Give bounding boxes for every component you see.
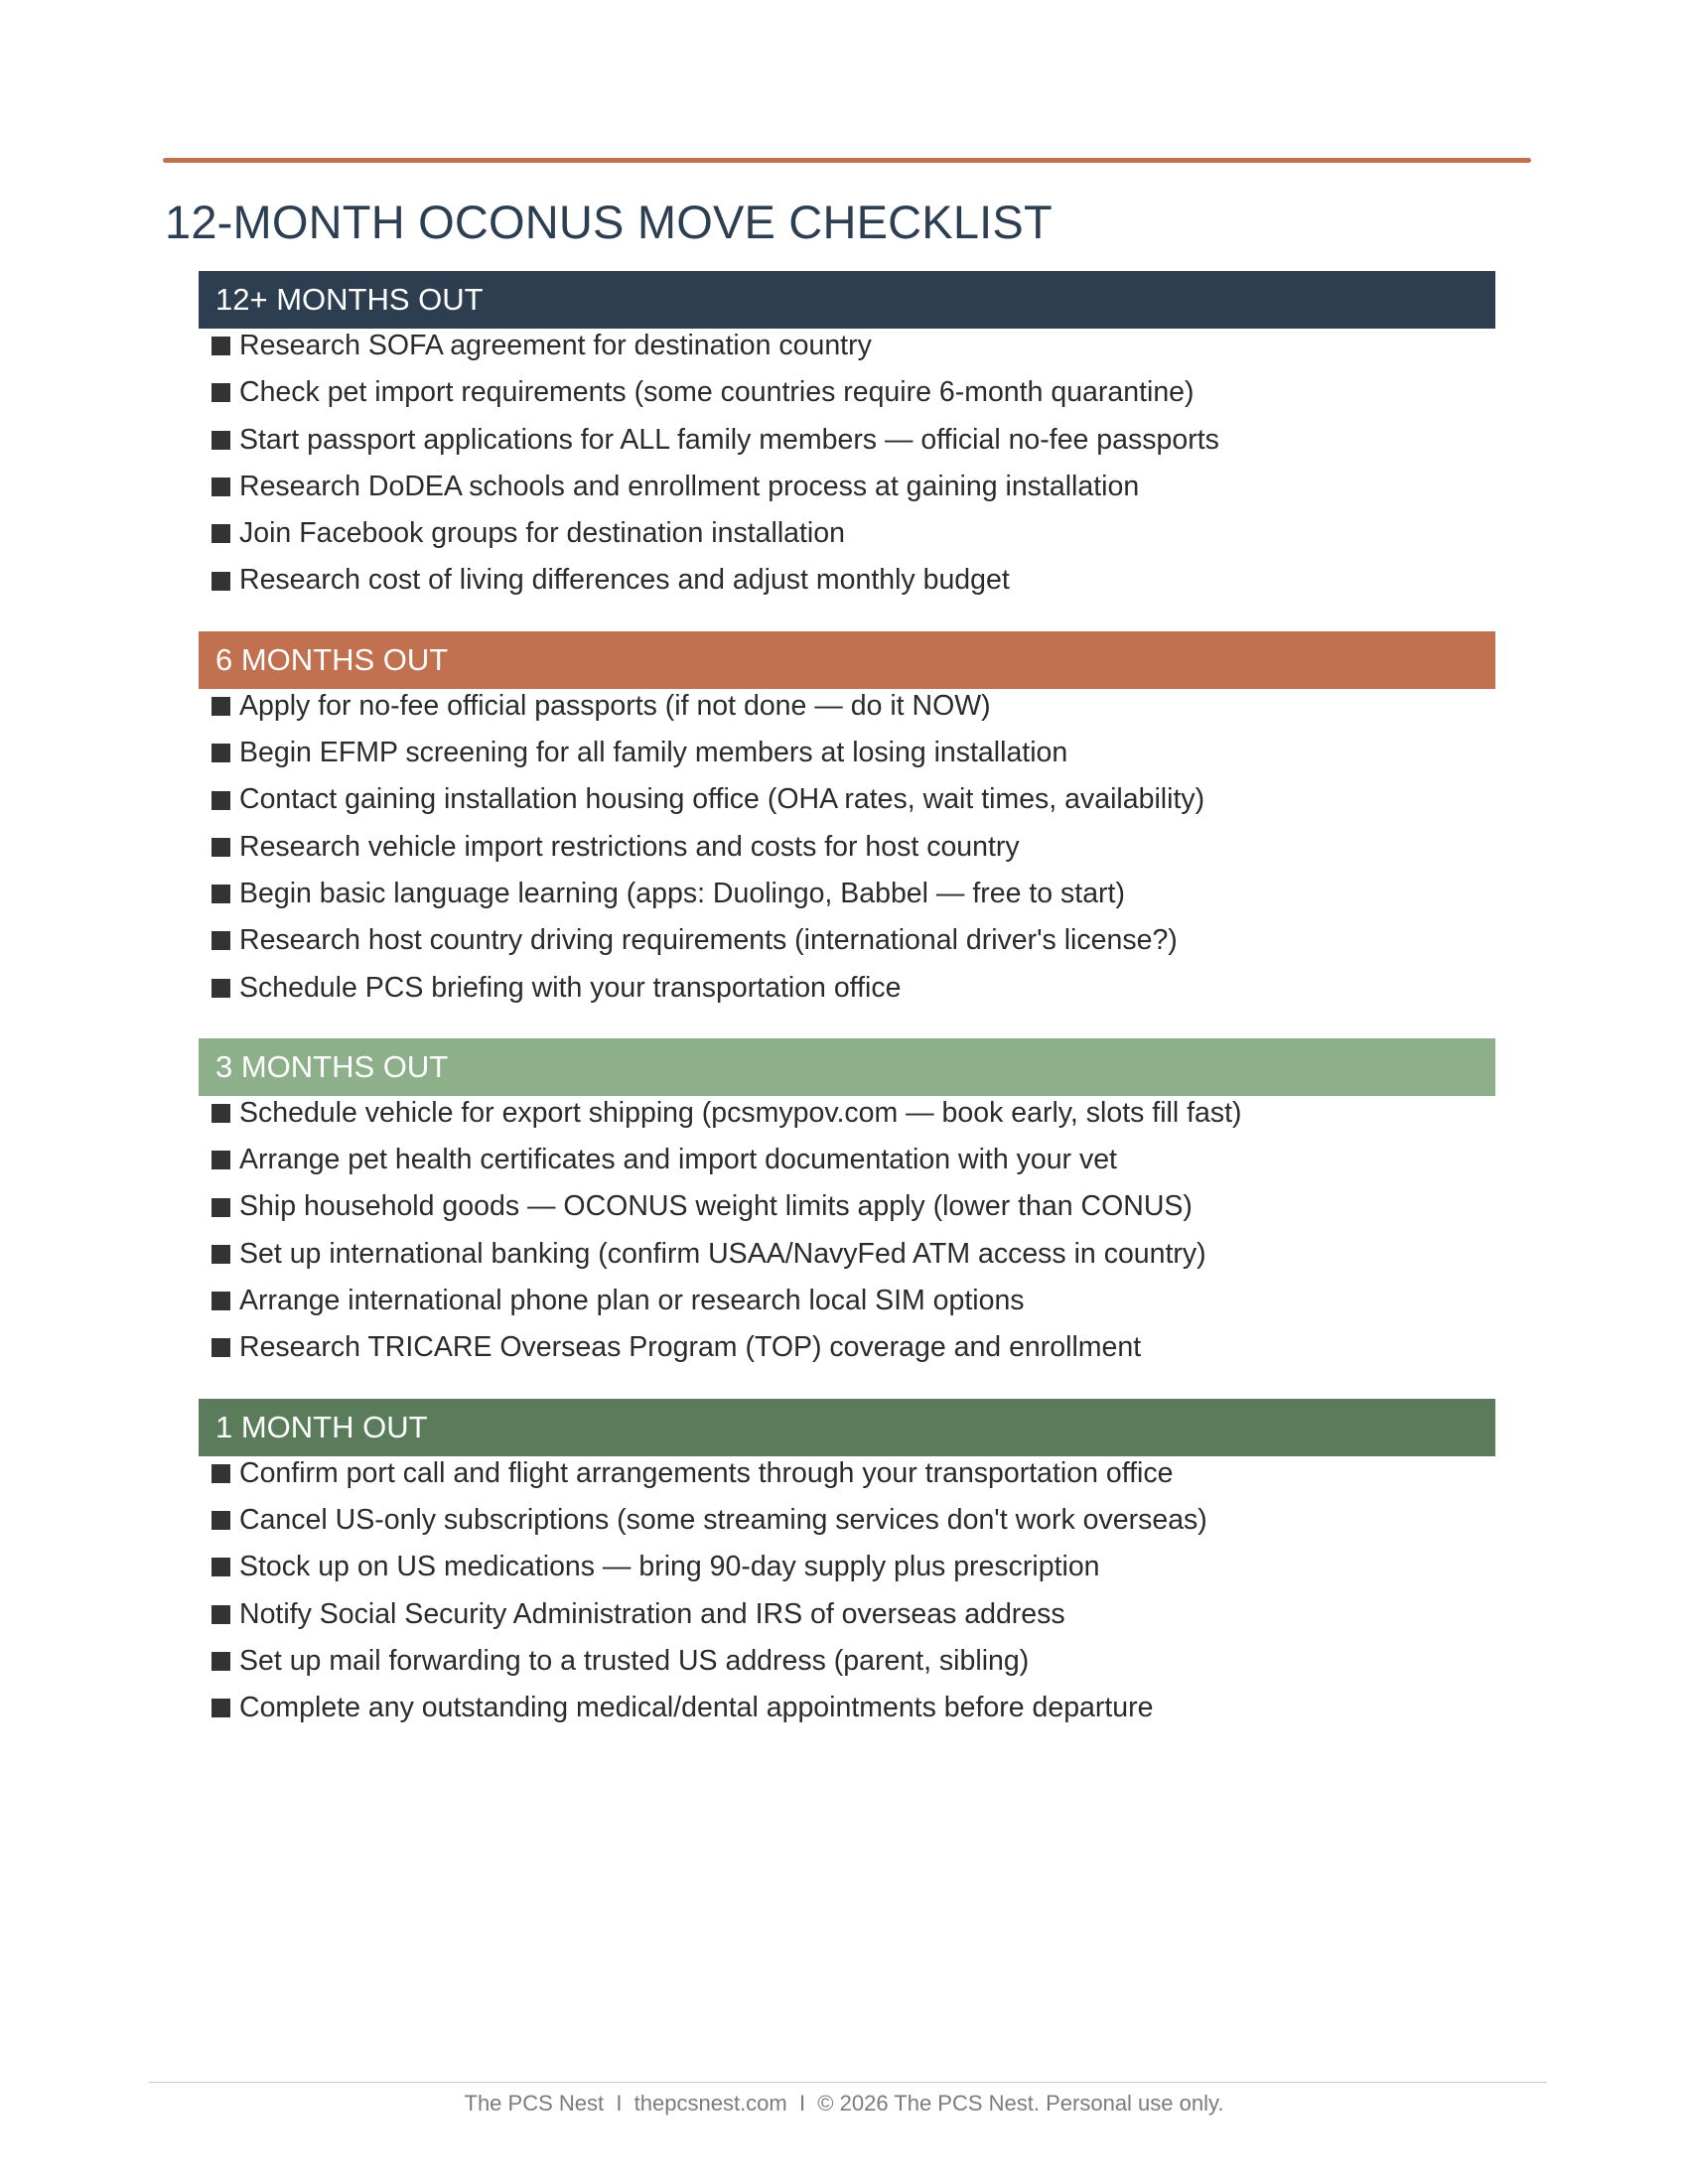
section-header: 12+ MONTHS OUT bbox=[199, 271, 1495, 329]
checklist-item bbox=[199, 824, 1495, 871]
checklist-item-text: Begin EFMP screening for all family members at losing installation bbox=[239, 737, 1068, 769]
square-bullet-icon bbox=[211, 1338, 230, 1357]
square-bullet-icon bbox=[211, 744, 230, 762]
checklist-item-text: Arrange pet health certificates and import documentation with your vet bbox=[239, 1144, 1117, 1176]
checklist-item bbox=[199, 965, 1495, 1012]
checklist-item bbox=[199, 917, 1495, 964]
square-bullet-icon bbox=[211, 838, 230, 857]
section-header: 6 MONTHS OUT bbox=[199, 631, 1495, 689]
checklist-item-text: Research cost of living differences and adjust monthly budget bbox=[239, 564, 1010, 597]
checklist-item-text: Stock up on US medications — bring 90-day supply plus prescription bbox=[239, 1551, 1100, 1583]
checklist-item bbox=[199, 1278, 1495, 1324]
title-accent-rule bbox=[163, 158, 1531, 163]
checklist-item bbox=[199, 417, 1495, 464]
square-bullet-icon bbox=[211, 1245, 230, 1264]
checklist-item bbox=[199, 1450, 1495, 1497]
checklist-item-text: Notify Social Security Administration and IRS of overseas address bbox=[239, 1597, 1065, 1630]
page-footer: The PCS Nest I thepcsnest.com I © 2026 The PCS Nest. Personal use only. bbox=[464, 2091, 1224, 2116]
checklist-items bbox=[199, 683, 1495, 1012]
square-bullet-icon bbox=[211, 979, 230, 998]
checklist-item-text: Cancel US-only subscriptions (some streaming services don't work overseas) bbox=[239, 1503, 1207, 1536]
square-bullet-icon bbox=[211, 1464, 230, 1483]
checklist-item-text: Ship household goods — OCONUS weight limits apply (lower than CONUS) bbox=[239, 1190, 1193, 1223]
checklist-item bbox=[199, 776, 1495, 823]
checklist-section bbox=[199, 1038, 1495, 1372]
checklist-section bbox=[199, 1399, 1495, 1732]
checklist-item-text: Research vehicle import restrictions and costs for host country bbox=[239, 830, 1020, 863]
checklist-item-text: Schedule vehicle for export shipping (pcsmypov.com — book early, slots fill fast) bbox=[239, 1096, 1242, 1129]
square-bullet-icon bbox=[211, 1292, 230, 1310]
checklist-item-text: Join Facebook groups for destination installation bbox=[239, 517, 845, 550]
checklist-section bbox=[199, 271, 1495, 605]
section-header: 3 MONTHS OUT bbox=[199, 1038, 1495, 1096]
square-bullet-icon bbox=[211, 1699, 230, 1717]
square-bullet-icon bbox=[211, 383, 230, 402]
checklist-item bbox=[199, 1183, 1495, 1230]
checklist-section bbox=[199, 631, 1495, 1012]
checklist-item-text: Complete any outstanding medical/dental appointments before departure bbox=[239, 1692, 1154, 1724]
checklist-item-text: Research DoDEA schools and enrollment process at gaining installation bbox=[239, 470, 1140, 502]
checklist-item bbox=[199, 1638, 1495, 1685]
checklist-item-text: Contact gaining installation housing office (OHA rates, wait times, availability) bbox=[239, 783, 1205, 816]
checklist-item bbox=[199, 683, 1495, 730]
checklist-item bbox=[199, 1591, 1495, 1638]
square-bullet-icon bbox=[211, 1652, 230, 1671]
checklist-items bbox=[199, 323, 1495, 605]
square-bullet-icon bbox=[211, 337, 230, 355]
square-bullet-icon bbox=[211, 1104, 230, 1123]
checklist-item-text: Begin basic language learning (apps: Duolingo, Babbel — free to start) bbox=[239, 877, 1125, 909]
checklist-item bbox=[199, 323, 1495, 369]
checklist-items bbox=[199, 1090, 1495, 1372]
checklist-item bbox=[199, 1090, 1495, 1137]
checklist-item bbox=[199, 510, 1495, 557]
checklist-item-text: Confirm port call and flight arrangements through your transportation office bbox=[239, 1456, 1174, 1489]
square-bullet-icon bbox=[211, 791, 230, 810]
square-bullet-icon bbox=[211, 1558, 230, 1576]
checklist-item-text: Schedule PCS briefing with your transportation office bbox=[239, 971, 902, 1004]
checklist-item bbox=[199, 730, 1495, 776]
square-bullet-icon bbox=[211, 1198, 230, 1217]
square-bullet-icon bbox=[211, 1511, 230, 1530]
checklist-item-text: Apply for no-fee official passports (if not done — do it NOW) bbox=[239, 689, 991, 722]
square-bullet-icon bbox=[211, 931, 230, 950]
square-bullet-icon bbox=[211, 431, 230, 450]
checklist-item bbox=[199, 369, 1495, 416]
checklist-items bbox=[199, 1450, 1495, 1732]
checklist-item-text: Set up mail forwarding to a trusted US address (parent, sibling) bbox=[239, 1644, 1030, 1677]
square-bullet-icon bbox=[211, 524, 230, 543]
checklist-sections bbox=[199, 271, 1495, 1758]
checklist-item bbox=[199, 871, 1495, 917]
square-bullet-icon bbox=[211, 885, 230, 903]
checklist-item-text: Research SOFA agreement for destination country bbox=[239, 330, 872, 361]
square-bullet-icon bbox=[211, 1151, 230, 1169]
checklist-item bbox=[199, 1685, 1495, 1731]
footer-divider bbox=[149, 2082, 1547, 2083]
checklist-item bbox=[199, 1231, 1495, 1278]
square-bullet-icon bbox=[211, 478, 230, 496]
checklist-item-text: Set up international banking (confirm USAA/NavyFed ATM access in country) bbox=[239, 1237, 1206, 1270]
checklist-item-text: Arrange international phone plan or research local SIM options bbox=[239, 1285, 1025, 1317]
checklist-item-text: Research host country driving requirements (international driver's license?) bbox=[239, 924, 1178, 957]
checklist-item bbox=[199, 1497, 1495, 1544]
checklist-item bbox=[199, 1137, 1495, 1183]
checklist-item-text: Research TRICARE Overseas Program (TOP) coverage and enrollment bbox=[239, 1331, 1142, 1364]
square-bullet-icon bbox=[211, 1605, 230, 1624]
checklist-item bbox=[199, 1544, 1495, 1590]
checklist-item-text: Check pet import requirements (some countries require 6-month quarantine) bbox=[239, 376, 1195, 409]
section-header: 1 MONTH OUT bbox=[199, 1399, 1495, 1456]
checklist-item bbox=[199, 557, 1495, 604]
square-bullet-icon bbox=[211, 572, 230, 591]
checklist-item bbox=[199, 1324, 1495, 1371]
checklist-item bbox=[199, 464, 1495, 510]
square-bullet-icon bbox=[211, 697, 230, 716]
checklist-item-text: Start passport applications for ALL family members — official no-fee passports bbox=[239, 423, 1219, 456]
page-title: 12-MONTH OCONUS MOVE CHECKLIST bbox=[165, 196, 1053, 248]
